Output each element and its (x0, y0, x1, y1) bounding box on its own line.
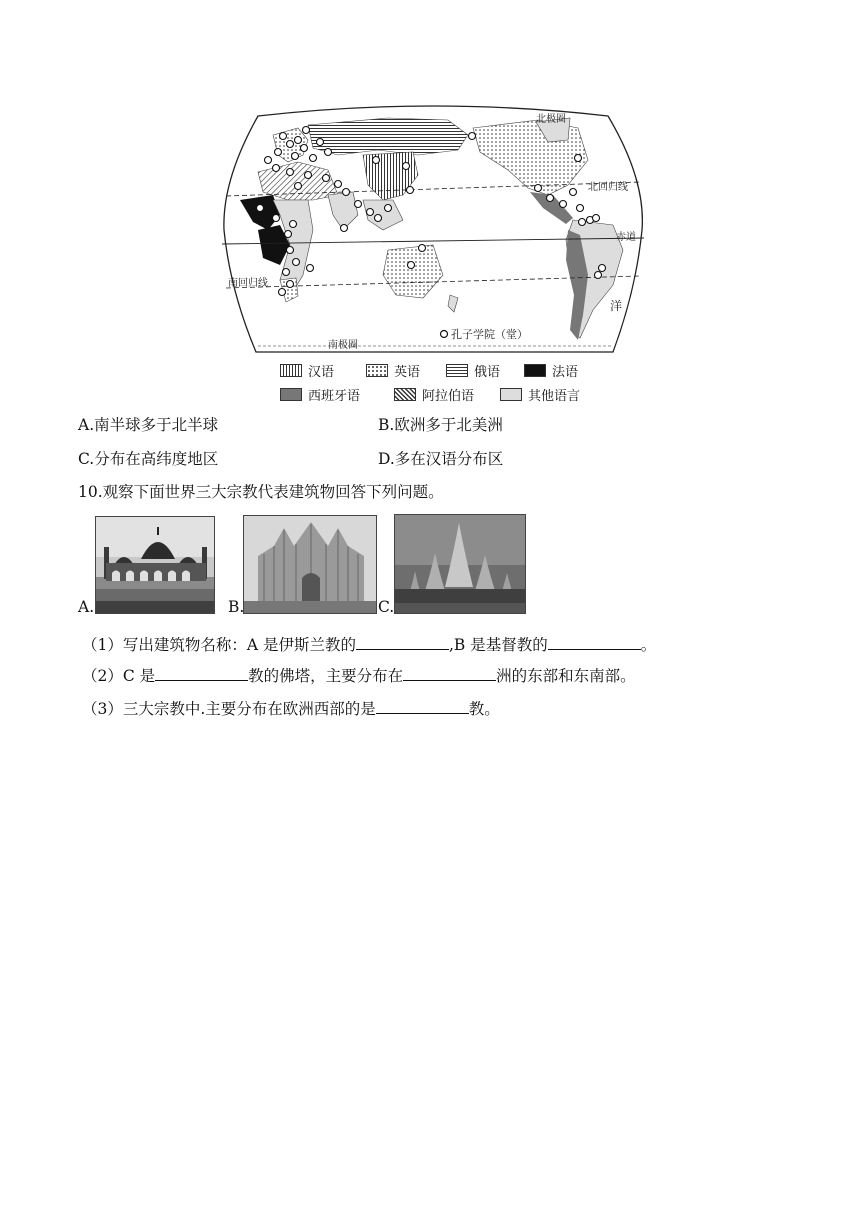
photo-label-a: A. (78, 598, 95, 616)
answer-blank-2[interactable] (548, 634, 641, 650)
answer-blank-4[interactable] (403, 665, 496, 681)
cathedral-photo (243, 515, 377, 614)
tropic-capricorn-label: 南回归线 (228, 278, 268, 289)
cathedral-image (244, 516, 377, 614)
option-b: B.欧洲多于北美洲 (378, 416, 503, 434)
pagoda-photo (394, 514, 526, 614)
antarctic-label: 南极圈 (328, 340, 358, 351)
pattern-swatch-icon (280, 364, 302, 377)
pagoda-image (395, 515, 526, 614)
pattern-swatch-icon (280, 388, 302, 401)
pattern-swatch-icon (394, 388, 416, 401)
ocean-label: 洋 (610, 299, 623, 313)
mosque-image (96, 517, 215, 614)
legend-item-french: 法语 (524, 361, 578, 380)
map-svg (218, 100, 648, 358)
sub-question-3: （3）三大宗教中.主要分布在欧洲西部的是 教。 (82, 700, 500, 718)
question-10-title: 10.观察下面世界三大宗教代表建筑物回答下列问题。 (78, 483, 444, 501)
photo-label-b: B. (228, 598, 245, 616)
mosque-photo (95, 516, 215, 614)
legend-item-chinese: 汉语 (280, 361, 334, 380)
pattern-swatch-icon (500, 388, 522, 401)
sub-question-1: （1）写出建筑物名称：A 是伊斯兰教的 ,B 是基督教的 。 (82, 636, 657, 654)
answer-blank-5[interactable] (376, 698, 469, 714)
arctic-label: 北极圈 (536, 114, 566, 125)
pattern-swatch-icon (366, 364, 388, 377)
answer-blank-3[interactable] (155, 665, 248, 681)
pattern-swatch-icon (446, 364, 468, 377)
region-russia (308, 118, 468, 155)
legend-item-other: 其他语言 (500, 385, 580, 404)
marker-legend-icon (441, 331, 448, 338)
equator-label: 赤道 (616, 232, 636, 243)
pattern-swatch-icon (524, 364, 546, 377)
answer-blank-1[interactable] (356, 634, 449, 650)
option-a: A.南半球多于北半球 (78, 416, 219, 434)
sub-question-2: （2）C 是 教的佛塔，主要分布在 洲的东部和东南部。 (82, 667, 636, 685)
legend-item-english: 英语 (366, 361, 420, 380)
legend-item-arabic: 阿拉伯语 (394, 385, 474, 404)
marker-legend-label: 孔子学院（堂） (451, 328, 528, 341)
legend-item-spanish: 西班牙语 (280, 385, 360, 404)
legend-item-russian: 俄语 (446, 361, 500, 380)
map-legend (276, 357, 606, 405)
photo-label-c: C. (378, 598, 395, 616)
world-language-map (218, 100, 648, 358)
option-c: C.分布在高纬度地区 (78, 450, 219, 468)
option-d: D.多在汉语分布区 (378, 450, 504, 468)
tropic-cancer-label: 北回归线 (588, 182, 628, 193)
